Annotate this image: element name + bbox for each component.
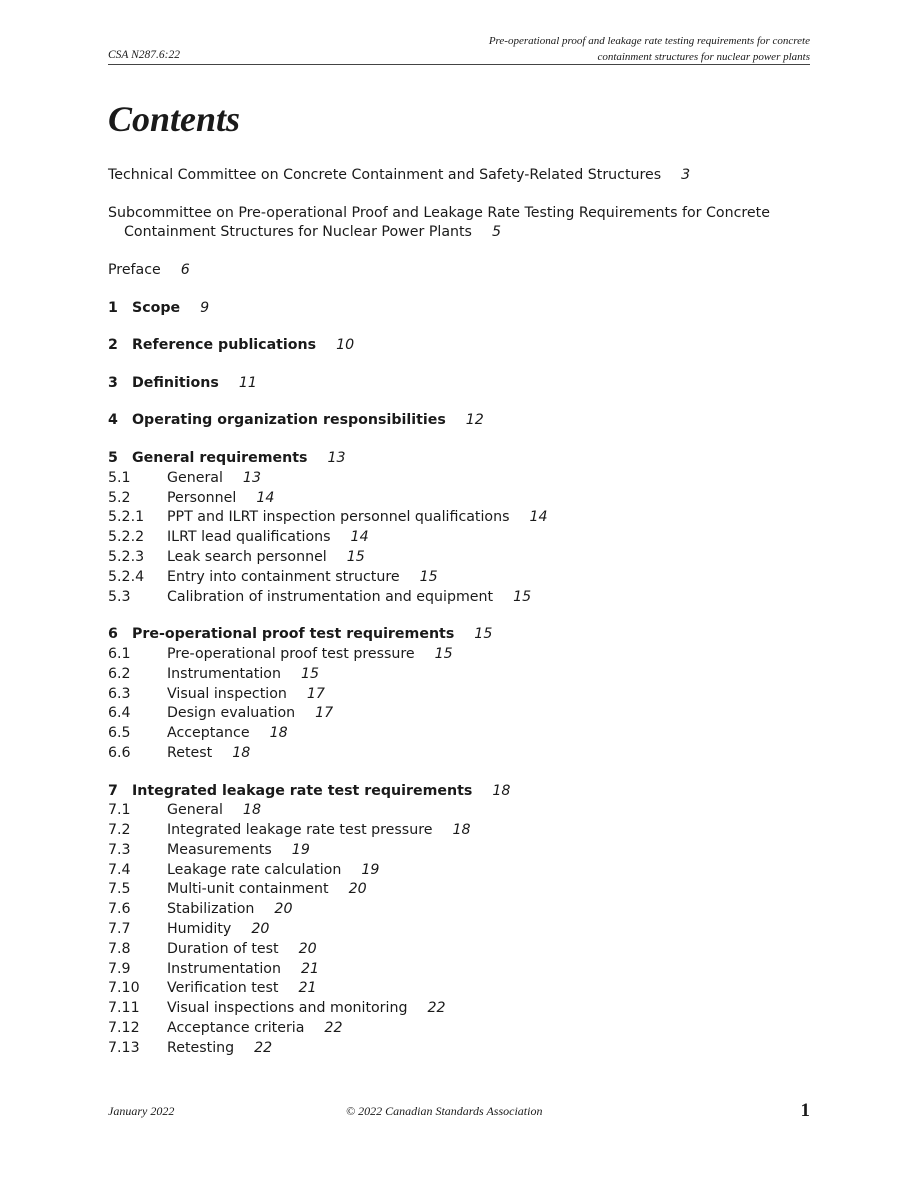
- toc-subsection-title: Acceptance: [167, 725, 250, 742]
- toc-entry-preface[interactable]: [108, 261, 810, 281]
- toc-page-number: 22: [324, 1020, 343, 1037]
- toc-subsection-7-13[interactable]: [108, 1039, 810, 1059]
- toc-page-number: 13: [242, 469, 261, 486]
- toc-subsection-title: Instrumentation: [167, 665, 281, 682]
- toc-subsection-title: Calibration of instrumentation and equipment: [167, 588, 494, 605]
- header-doc-id: CSA N287.6:22: [108, 49, 180, 61]
- toc-subsection-title: Retest: [167, 744, 213, 761]
- toc-subsection-title: PPT and ILRT inspection personnel qualifications: [167, 509, 510, 526]
- toc-page-number: 17: [306, 685, 325, 702]
- toc-subsection-5-3[interactable]: [108, 588, 810, 608]
- toc-page-number: 9: [200, 299, 210, 316]
- toc-subsection-6-1[interactable]: [108, 645, 810, 665]
- header-doc-title: [390, 33, 810, 65]
- footer-copyright: © 2022 Canadian Standards Association: [346, 1104, 543, 1118]
- toc-subsection-title: Retesting: [167, 1039, 235, 1056]
- toc-section-title: Reference publications: [132, 337, 317, 354]
- toc-page-number: 20: [348, 881, 367, 898]
- toc-subsection-number: 7.7: [108, 921, 131, 938]
- toc-page-number: 22: [254, 1039, 273, 1056]
- toc-subsection-title: Leakage rate calculation: [167, 861, 342, 878]
- toc-subsection-6-5[interactable]: [108, 724, 810, 744]
- toc-entry-title: Preface: [108, 261, 161, 278]
- toc-subsection-number: 7.11: [108, 1000, 140, 1017]
- toc-section-title: Scope: [132, 299, 181, 316]
- toc-subsection-5-2-1[interactable]: [108, 508, 810, 528]
- toc-subsection-number: 7.3: [108, 841, 131, 858]
- toc-subsection-number: 7.9: [108, 960, 131, 977]
- toc-subsection-title: Integrated leakage rate test pressure: [167, 822, 433, 839]
- toc-subsection-title: Entry into containment structure: [167, 568, 400, 585]
- toc-subsection-title: Visual inspection: [167, 685, 287, 702]
- toc-subsection-number: 6.2: [108, 665, 131, 682]
- toc-subsection-7-6[interactable]: [108, 900, 810, 920]
- toc-page-number: 3: [681, 167, 691, 183]
- toc-subsection-title: Acceptance criteria: [167, 1020, 305, 1037]
- toc-subsection-5-2[interactable]: [108, 489, 810, 509]
- toc-subsection-number: 7.1: [108, 802, 131, 819]
- toc-subsection-title: Pre-operational proof test pressure: [167, 645, 415, 662]
- toc-page-number: 22: [427, 1000, 446, 1017]
- toc-section-4[interactable]: [108, 411, 810, 431]
- toc-subsection-number: 7.8: [108, 940, 131, 957]
- footer-page-number: 1: [800, 1100, 810, 1121]
- toc-section-number: 6: [108, 626, 118, 643]
- toc-section-number: 2: [108, 337, 118, 354]
- toc-page-number: 20: [251, 921, 270, 938]
- toc-subsection-number: 6.6: [108, 744, 131, 761]
- toc-section-3[interactable]: [108, 374, 810, 394]
- toc-subsection-number: 7.5: [108, 881, 131, 898]
- toc-subsection-6-6[interactable]: [108, 744, 810, 764]
- toc-subsection-number: 7.10: [108, 980, 140, 997]
- toc-entry-technical-committee[interactable]: [108, 166, 810, 186]
- toc-page-number: 10: [336, 337, 355, 354]
- toc-subsection-number: 7.12: [108, 1020, 140, 1037]
- toc-subsection-7-4[interactable]: [108, 861, 810, 881]
- toc-subsection-number: 6.1: [108, 645, 131, 662]
- toc-subsection-7-2[interactable]: [108, 821, 810, 841]
- toc-page-number: 15: [434, 645, 453, 662]
- toc-subsection-6-2[interactable]: [108, 665, 810, 685]
- toc-section-number: 5: [108, 449, 118, 466]
- toc-subsection-number: 7.2: [108, 822, 131, 839]
- toc-subsection-number: 5.2.3: [108, 548, 145, 565]
- toc-subsection-7-5[interactable]: [108, 880, 810, 900]
- toc-section-number: 4: [108, 412, 118, 429]
- toc-subsection-number: 6.5: [108, 725, 131, 742]
- toc-subsection-number: 7.6: [108, 901, 131, 918]
- toc-page-number: 14: [350, 529, 369, 546]
- toc-subsection-title: Verification test: [167, 980, 279, 997]
- toc-subsection-5-1[interactable]: [108, 469, 810, 489]
- header-title-line-1: Pre-operational proof and leakage rate testing requirements for concrete: [488, 35, 810, 47]
- toc-subsection-5-2-4[interactable]: [108, 568, 810, 588]
- toc-page-number: 19: [361, 861, 380, 878]
- toc-page-number: 5: [491, 224, 501, 241]
- toc-page-number: 15: [346, 548, 365, 565]
- toc-page-number: 20: [274, 901, 293, 918]
- toc-page-number: 15: [474, 626, 493, 643]
- toc-page-number: 6: [180, 261, 190, 278]
- toc-section-title: Pre-operational proof test requirements: [132, 626, 455, 643]
- toc-entry-title: Subcommittee on Pre-operational Proof and Leakage Rate Testing Requirements for Concrete: [108, 204, 770, 221]
- toc-page-number: 18: [492, 782, 511, 799]
- toc-subsection-title: General: [167, 469, 223, 486]
- toc-subsection-7-9[interactable]: [108, 960, 810, 980]
- toc-subsection-6-3[interactable]: [108, 685, 810, 705]
- toc-section-6[interactable]: [108, 625, 810, 645]
- toc-entry-title: Technical Committee on Concrete Containment and Safety-Related Structures: [108, 167, 662, 183]
- toc-page-number: 15: [300, 665, 319, 682]
- table-of-contents: [108, 166, 810, 1059]
- toc-section-title: Operating organization responsibilities: [132, 412, 446, 429]
- toc-page-number: 15: [513, 588, 532, 605]
- toc-entry-subcommittee-continued[interactable]: [108, 223, 810, 243]
- toc-subsection-title: Measurements: [167, 841, 272, 858]
- toc-page-number: 17: [315, 705, 334, 722]
- toc-subsection-7-10[interactable]: [108, 979, 810, 999]
- toc-subsection-title: Leak search personnel: [167, 548, 327, 565]
- toc-subsection-title: Personnel: [167, 489, 237, 506]
- header-rule: [108, 64, 810, 65]
- toc-page-number: 15: [419, 568, 438, 585]
- toc-subsection-7-11[interactable]: [108, 999, 810, 1019]
- toc-page-number: 11: [238, 374, 257, 391]
- toc-section-title: Integrated leakage rate test requirements: [132, 782, 473, 799]
- toc-entry-title: Containment Structures for Nuclear Power Plants: [124, 224, 472, 241]
- toc-page-number: 18: [452, 822, 471, 839]
- toc-subsection-title: Visual inspections and monitoring: [167, 1000, 408, 1017]
- toc-entry-subcommittee[interactable]: [108, 204, 810, 224]
- toc-subsection-number: 5.3: [108, 588, 131, 605]
- toc-section-2[interactable]: [108, 336, 810, 356]
- toc-subsection-7-3[interactable]: [108, 841, 810, 861]
- toc-page-number: 18: [269, 725, 288, 742]
- toc-subsection-title: Humidity: [167, 921, 232, 938]
- toc-section-number: 3: [108, 374, 118, 391]
- toc-subsection-7-1[interactable]: [108, 801, 810, 821]
- toc-subsection-7-12[interactable]: [108, 1019, 810, 1039]
- toc-subsection-5-2-2[interactable]: [108, 528, 810, 548]
- toc-subsection-title: Design evaluation: [167, 705, 296, 722]
- toc-page-number: 13: [327, 449, 346, 466]
- toc-subsection-number: 5.2.4: [108, 568, 145, 585]
- toc-page-number: 21: [298, 980, 317, 997]
- toc-subsection-title: Stabilization: [167, 901, 255, 918]
- toc-subsection-7-8[interactable]: [108, 940, 810, 960]
- toc-subsection-title: Duration of test: [167, 940, 279, 957]
- toc-subsection-7-7[interactable]: [108, 920, 810, 940]
- toc-subsection-number: 6.3: [108, 685, 131, 702]
- toc-subsection-number: 5.2: [108, 489, 131, 506]
- toc-subsection-number: 5.2.2: [108, 529, 145, 546]
- footer-date: January 2022: [108, 1104, 175, 1118]
- toc-section-5[interactable]: [108, 449, 810, 469]
- toc-page-number: 18: [242, 802, 261, 819]
- toc-subsection-5-2-3[interactable]: [108, 548, 810, 568]
- toc-page-number: 19: [291, 841, 310, 858]
- toc-page-number: 14: [256, 489, 275, 506]
- toc-subsection-number: 7.4: [108, 861, 131, 878]
- toc-page-number: 12: [465, 412, 484, 429]
- toc-section-title: General requirements: [132, 449, 308, 466]
- toc-subsection-title: Instrumentation: [167, 960, 281, 977]
- toc-page-number: 21: [300, 960, 319, 977]
- toc-subsection-title: General: [167, 802, 223, 819]
- toc-section-title: Definitions: [132, 374, 219, 391]
- toc-subsection-number: 6.4: [108, 705, 131, 722]
- toc-section-1[interactable]: [108, 299, 810, 319]
- toc-page-number: 14: [529, 509, 548, 526]
- toc-subsection-6-4[interactable]: [108, 704, 810, 724]
- toc-section-7[interactable]: [108, 782, 810, 802]
- toc-subsection-number: 5.2.1: [108, 509, 145, 526]
- toc-section-number: 1: [108, 299, 118, 316]
- page-title: Contents: [108, 99, 241, 139]
- toc-subsection-title: ILRT lead qualifications: [167, 529, 331, 546]
- toc-subsection-number: 5.1: [108, 469, 131, 486]
- toc-subsection-number: 7.13: [108, 1039, 140, 1056]
- header-title-line-2: containment structures for nuclear power plants: [597, 51, 810, 63]
- toc-page-number: 20: [298, 940, 317, 957]
- toc-subsection-title: Multi-unit containment: [167, 881, 329, 898]
- toc-section-number: 7: [108, 782, 118, 799]
- toc-page-number: 18: [232, 744, 251, 761]
